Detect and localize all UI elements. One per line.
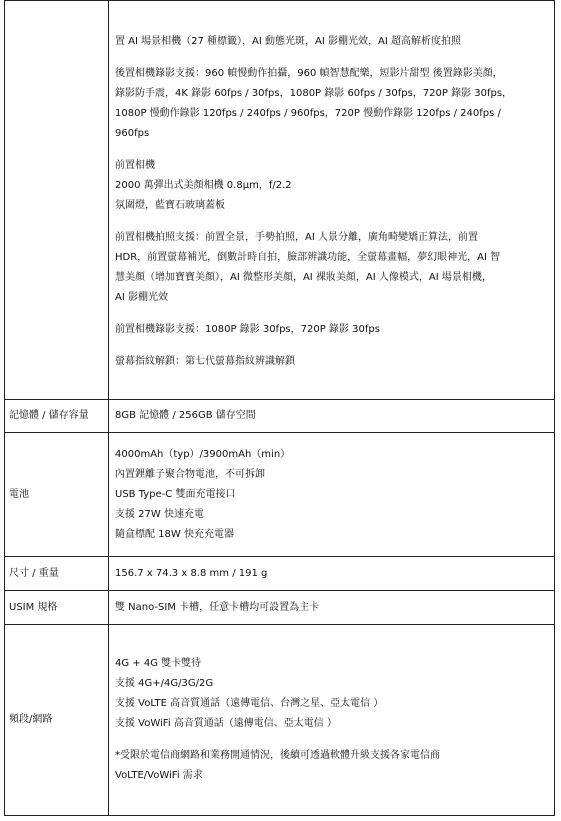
spec-row-camera [5,1,555,400]
spec-label [5,1,109,400]
text-line: USB Type-C 雙面充電接口 [115,488,236,500]
text-line: 2000 萬彈出式美顏相機 0.8µm，f/2.2 [115,180,292,191]
spec-row-battery [5,433,555,557]
spec-table [4,0,555,816]
fingerprint-unlock [115,352,548,372]
text-line: 螢幕指紋解鎖：第七代螢幕指紋辨識解鎖 [115,356,295,367]
spec-value [109,400,555,433]
text-line: 隨盒標配 18W 快充充電器 [115,528,234,540]
text-line: 支援 VoLTE 高音質通話（遠傳電信、台灣之星、亞太電信 ） [115,698,384,709]
spec-row-usim [5,591,555,625]
camera-ai-features [115,32,548,52]
front-camera [115,156,548,216]
network-support [115,654,548,734]
text-line: 支援 VoWiFi 高音質通話（遠傳電信、亞太電信 ） [115,718,337,729]
text-line: 後置相機錄影支援：960 幀慢動作拍攝，960 幀智慧配樂，短影片甜型 後置錄影美顏， [115,68,503,79]
spec-label: 電池 [5,433,109,557]
spec-value [109,591,555,625]
text-line: AI 影棚光效 [115,292,168,303]
text-line: 8GB 記憶體 / 256GB 儲存空間 [115,410,256,421]
text-line: 支援 27W 快速充電 [115,508,204,520]
text-line: VoLTE/VoWiFi 需求 [115,770,203,781]
text-line: 錄影防手震，4K 錄影 60fps / 30fps，1080P 錄影 60fps / 30fps，720P 錄影 30fps， [115,88,513,99]
text-line: 156.7 x 74.3 x 8.8 mm / 191 g [115,567,268,579]
text-line: 4000mAh（typ）/3900mAh（min） [115,448,291,460]
text-line: 4G + 4G 雙卡雙待 [115,658,202,669]
text-line: 1080P 慢動作錄影 120fps / 240fps / 960fps，720P 慢動作錄影 120fps / 240fps / [115,108,501,119]
text-line: 960fps [115,128,150,139]
text-line: 氛圍燈，藍寶石玻璃蓋板 [115,200,225,211]
text-line: 前置相機錄影支援：1080P 錄影 30fps，720P 錄影 30fps [115,324,380,335]
spec-value [109,433,555,557]
text-line: 前置相機 [115,160,155,171]
text-line: 雙 Nano-SIM 卡槽，任意卡槽均可設置為主卡 [115,601,320,613]
spec-label: USIM 規格 [5,591,109,625]
text-line: 支援 4G+/4G/3G/2G [115,678,214,689]
spec-value [109,625,555,816]
text-line: HDR，前置螢幕補光，倒數計時自拍，臉部辨識功能，全螢幕畫幅，夢幻眼神光，AI 智 [115,252,501,263]
front-photo-support [115,228,548,308]
text-line: 前置相機拍照支援：前置全景，手勢拍照，AI 人景分離，廣角畸變矯正算法，前置 [115,232,478,243]
spec-label: 尺寸 / 重量 [5,557,109,591]
network-footnote [115,746,548,786]
spec-label: 記憶體 / 儲存容量 [5,400,109,433]
spec-label: 頻段/網路 [5,625,109,816]
spec-row-network [5,625,555,816]
spec-row-memory [5,400,555,433]
spec-value [109,557,555,591]
text-line: 置 AI 場景相機（27 種標籤），AI 動態光斑，AI 影棚光效，AI 超高解析度拍照 [115,36,461,47]
front-video-support [115,320,548,340]
spec-row-dimensions [5,557,555,591]
rear-video-support [115,64,548,144]
text-line: 慧美顏（增加寶寶美顏），AI 微整形美顏，AI 裸妝美顏，AI 人像模式，AI 場景相機， [115,272,492,283]
text-line: 內置鋰離子聚合物電池，不可拆卸 [115,468,265,480]
spec-value [109,1,555,400]
text-line: *受限於電信商網路和業務開通情況，後續可透過軟體升級支援各家電信商 [115,750,440,761]
